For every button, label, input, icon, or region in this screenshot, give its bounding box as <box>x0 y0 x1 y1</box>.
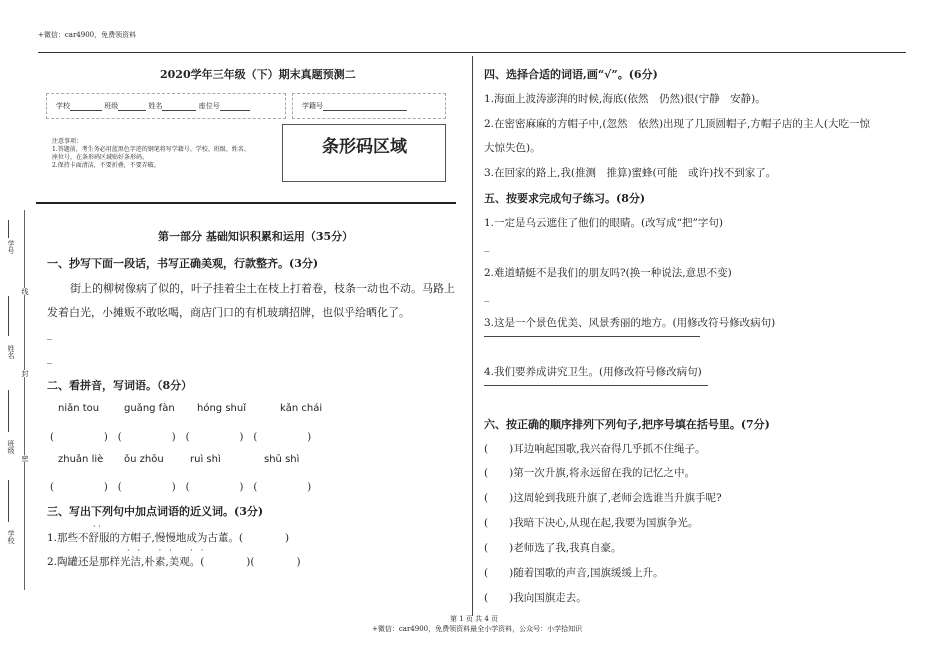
pinyin-6: ǒu zhōu <box>124 454 164 465</box>
s4-question-1: 1.海面上波涛澎湃的时候,海底(依然 仍然)很(宁静 安静)。 <box>484 93 766 105</box>
s3-question-1: 1.那些不舒服的方帽子,慢慢地成为古董。( ) <box>47 532 290 544</box>
s5-question-2: 2.难道蜻蜓不是我们的朋友吗?(换一种说法,意思不变) <box>484 267 732 279</box>
notice: 注意事项： 1.答题前，考生务必用蓝黑色字迹的钢笔将写学籍号、学校、班级、姓名、 座位号，在条形码区域贴好条形码。 2.保持卡面清洁，不要折叠，不要弄破。 <box>52 138 250 169</box>
sidebar-class-label: 班级 <box>7 440 15 454</box>
pinyin-7: ruì shì <box>190 454 221 465</box>
s5-answer-3-line[interactable] <box>484 336 700 337</box>
s6-item-4: ( )我暗下决心,从现在起,我要为国旗争光。 <box>484 517 699 529</box>
pinyin-answer-row2[interactable]: ( ) ( ) ( ) ( ) <box>50 482 312 493</box>
s6-item-2: ( )第一次升旗,将永远留在我的记忆之中。 <box>484 467 696 479</box>
s6-paren-2[interactable]: ( ) <box>484 467 514 479</box>
s1-answer-line1[interactable]: _ <box>47 328 53 340</box>
s1-heading: 一、抄写下面一段话，书写正确美观，行款整齐。(3分) <box>47 257 319 270</box>
s4-question-2-line1: 2.在密密麻麻的方帽子中,(忽然 依然)出现了几顶圆帽子,方帽子店的主人(大吃一惊 <box>484 118 870 130</box>
s6-paren-1[interactable]: ( ) <box>484 443 514 455</box>
page-number: 第 1 页 共 4 页 <box>450 615 499 623</box>
sidebar-school-label: 学校 <box>7 530 15 544</box>
info-separator <box>36 202 456 204</box>
class-blank[interactable] <box>118 100 146 111</box>
pinyin-1: niǎn tou <box>58 403 100 414</box>
sidebar-mark-secret: 密 <box>21 455 29 462</box>
pinyin-answer-row1[interactable]: ( ) ( ) ( ) ( ) <box>50 432 312 443</box>
s6-heading: 六、按正确的顺序排列下列句子,把序号填在括号里。(7分) <box>484 418 770 431</box>
seat-blank[interactable] <box>220 100 250 111</box>
s5-question-1: 1.一定是乌云遮住了他们的眼睛。(改写成“把”字句) <box>484 217 723 229</box>
s4-question-2-line2: 大惊失色)。 <box>484 142 541 154</box>
name-blank[interactable] <box>162 100 196 111</box>
s5-question-3: 3.这是一个景色优美、风景秀丽的地方。(用修改符号修改病句) <box>484 317 776 329</box>
s3-question-2: 2.陶罐还是那样光洁,朴素,美观。( )( ) <box>47 556 301 568</box>
s5-heading: 五、按要求完成句子练习。(8分) <box>484 192 646 205</box>
header-note: +微信：car4900，免费领资料 <box>38 31 137 39</box>
emphasis-dots-2: ·· ·· ·· <box>127 546 212 555</box>
student-id-blank[interactable] <box>323 100 407 111</box>
s4-heading: 四、选择合适的词语,画“√”。(6分) <box>484 68 658 81</box>
info-fields: 学校 班级 姓名 座位号 <box>56 100 250 111</box>
s6-item-1: ( )耳边响起国歌,我兴奋得几乎抓不住绳子。 <box>484 443 706 455</box>
sidebar-mark-line: 线 <box>21 288 29 295</box>
s6-paren-5[interactable]: ( ) <box>484 542 514 554</box>
s6-item-5: ( )老师选了我,我真自豪。 <box>484 542 622 554</box>
exam-title: 2020学年三年级（下）期末真题预测二 <box>160 68 356 81</box>
s5-answer-2[interactable]: _ <box>484 290 490 302</box>
sidebar-mark-seal: 封 <box>21 370 29 377</box>
s3-heading: 三、写出下列句中加点词语的近义词。(3分) <box>47 505 264 518</box>
s1-answer-line2[interactable]: _ <box>47 352 53 364</box>
s5-answer-4-line[interactable] <box>484 385 708 386</box>
s6-paren-6[interactable]: ( ) <box>484 567 514 579</box>
pinyin-4: kǎn chái <box>280 403 323 414</box>
column-divider <box>472 56 473 616</box>
s6-item-7: ( )我向国旗走去。 <box>484 592 587 604</box>
binding-line <box>24 210 25 590</box>
s5-answer-1[interactable]: _ <box>484 240 490 252</box>
s1-passage-line2: 发着白光，小摊贩不敢吆喝，商店门口的有机玻璃招牌，也似乎给晒化了。 <box>47 306 410 319</box>
footer-note: +微信：car4900，免费领资料最全小学资料，公众号：小学拾知识 <box>372 625 583 633</box>
s6-item-3: ( )这周轮到我班升旗了,老师会选谁当升旗手呢? <box>484 492 722 504</box>
pinyin-2: guǎng fàn <box>124 403 175 414</box>
s6-paren-7[interactable]: ( ) <box>484 592 514 604</box>
student-id-field: 学籍号 <box>302 100 407 111</box>
s2-heading: 二、看拼音，写词语。（8分） <box>47 379 193 392</box>
s6-item-6: ( )随着国歌的声音,国旗缓缓上升。 <box>484 567 664 579</box>
pinyin-8: shū shì <box>264 454 300 465</box>
emphasis-dots-1: · · <box>93 522 101 531</box>
school-blank[interactable] <box>70 100 102 111</box>
part1-title: 第一部分 基础知识积累和运用（35分） <box>158 230 354 243</box>
pinyin-3: hóng shuǐ <box>197 403 246 414</box>
pinyin-5: zhuǎn liè <box>58 454 104 465</box>
sidebar-name-label: 姓名 <box>7 345 15 359</box>
header-rule <box>38 52 906 53</box>
s1-passage-line1: 街上的柳树像病了似的，叶子挂着尘土在枝上打着卷，枝条一动也不动。马路上 <box>70 282 455 295</box>
s6-paren-3[interactable]: ( ) <box>484 492 514 504</box>
s4-question-3: 3.在回家的路上,我(推测 推算)蜜蜂(可能 或许)找不到家了。 <box>484 167 777 179</box>
s6-paren-4[interactable]: ( ) <box>484 517 514 529</box>
s5-question-4: 4.我们要养成讲究卫生。(用修改符号修改病句) <box>484 366 702 378</box>
barcode-label: 条形码区域 <box>322 137 407 157</box>
sidebar-id-label: 学号 <box>7 240 15 254</box>
